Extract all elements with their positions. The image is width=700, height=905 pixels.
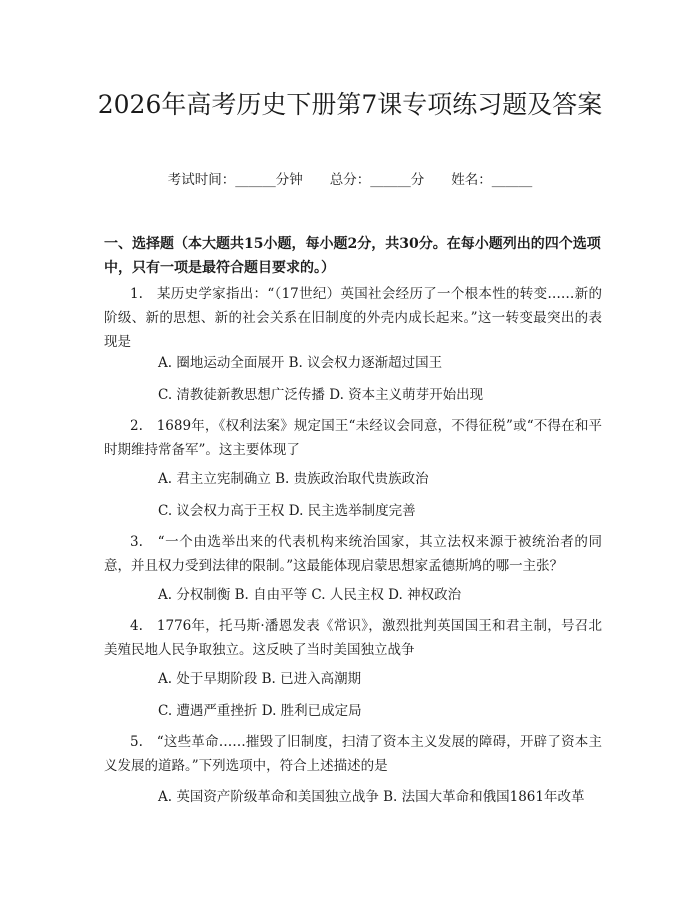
total-score-label: 总分：______分 xyxy=(329,172,425,188)
question-5-stem xyxy=(104,730,602,778)
section-heading: 一、选择题（本大题共15小题，每小题2分，共30分。在每小题列出的四个选项中，只有一项是最符合题目要求的。） xyxy=(104,236,601,276)
question-5-options-a-b: A. 英国资产阶级革命和美国独立战争 B. 法国大革命和俄国1861年改革 xyxy=(158,789,585,805)
question-3-stem xyxy=(104,530,602,578)
question-3-options: A. 分权制衡 B. 自由平等 C. 人民主权 D. 神权政治 xyxy=(158,587,462,603)
question-2-options-c-d: C. 议会权力高于王权 D. 民主选举制度完善 xyxy=(158,503,416,519)
question-3-text: 3. “一个由选举出来的代表机构来统治国家，其立法权来源于被统治者的同意，并且权力受到法律的限制。”这最能体现启蒙思想家孟德斯鸠的哪一主张？ xyxy=(104,534,602,574)
page-title: 2026年高考历史下册第7课专项练习题及答案 xyxy=(97,90,603,119)
exam-time-label: 考试时间：______分钟 xyxy=(167,172,303,188)
question-1-options-c-d: C. 清教徒新教思想广泛传播 D. 资本主义萌芽开始出现 xyxy=(158,387,484,403)
question-1-stem xyxy=(104,282,602,354)
question-4-options-a-b: A. 处于早期阶段 B. 已进入高潮期 xyxy=(158,671,362,687)
question-5-text: 5. “这些革命……摧毁了旧制度，扫清了资本主义发展的障碍，开辟了资本主义发展的道路。”下列选项中，符合上述描述的是 xyxy=(104,734,602,774)
question-4-text: 4. 1776年，托马斯·潘恩发表《常识》，激烈批判英国国王和君主制，号召北美殖民地人民争取独立。这反映了当时美国独立战争 xyxy=(104,618,602,658)
question-2-text: 2. 1689年，《权利法案》规定国王“未经议会同意，不得征税”或“不得在和平时期维持常备军”。这主要体现了 xyxy=(104,418,602,458)
question-1-options-a-b: A. 圈地运动全面展开 B. 议会权力逐渐超过国王 xyxy=(158,355,443,371)
question-2-options-a-b: A. 君主立宪制确立 B. 贵族政治取代贵族政治 xyxy=(158,471,429,487)
question-2-stem xyxy=(104,414,602,462)
question-4-options-c-d: C. 遭遇严重挫折 D. 胜利已成定局 xyxy=(158,703,362,719)
question-4-stem xyxy=(104,614,602,662)
question-1-text: 1. 某历史学家指出：“（17世纪）英国社会经历了一个根本性的转变……新的阶级、新的思想、新的社会关系在旧制度的外壳内成长起来。”这一转变最突出的表现是 xyxy=(104,286,602,350)
exam-meta-line xyxy=(0,168,700,188)
student-name-label: 姓名：______ xyxy=(451,172,533,188)
